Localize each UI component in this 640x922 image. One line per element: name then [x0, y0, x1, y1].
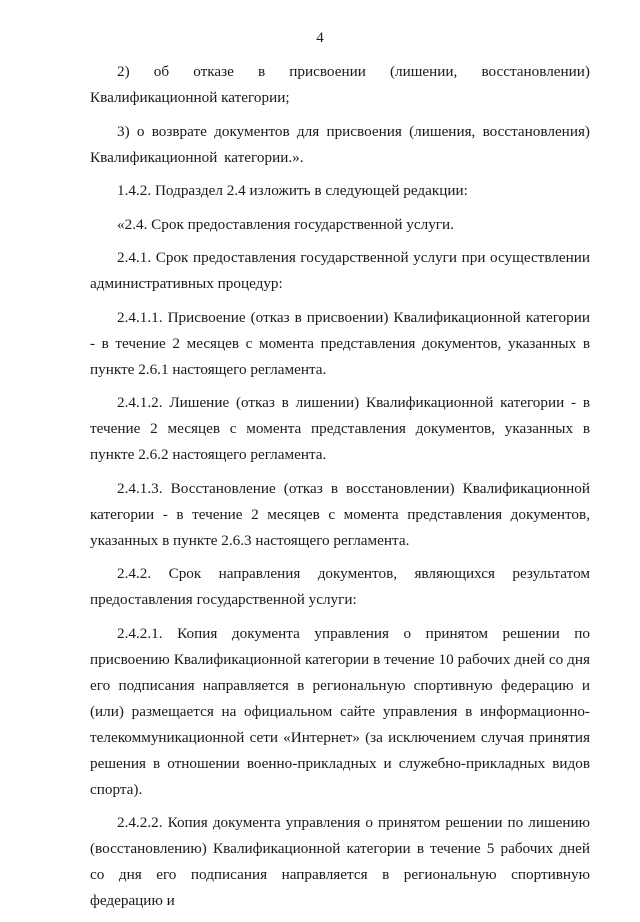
page-number: 4	[316, 30, 324, 46]
paragraph-2-4-2: 2.4.2. Срок направления документов, являющихся результатом предоставления государственной услуги:	[90, 565, 590, 608]
paragraph-2-4-2-2: 2.4.2.2. Копия документа управления о принятом решении по лишению (восстановлению) Квалификационной категории в течение 5 рабочих дней со дня его подписания направляется в региональную спортивную федерацию и	[90, 814, 590, 909]
paragraph-2-4-1-3: 2.4.1.3. Восстановление (отказ в восстановлении) Квалификационной категории - в течение 2 месяцев с момента представления документов, указанных в пункте 2.6.3 настоящего регламента.	[90, 479, 590, 549]
paragraph-return-documents: 3) о возврате документов для присвоения (лишения, восстановления) Квалификационной категории.».	[90, 122, 590, 166]
paragraph-2-4-1-1: 2.4.1.1. Присвоение (отказ в присвоении) Квалификационной категории - в течение 2 месяцев с момента представления документов, указанных в пункте 2.6.1 настоящего регламента.	[90, 308, 590, 378]
paragraph-2-4-1-2: 2.4.1.2. Лишение (отказ в лишении) Квалификационной категории - в течение 2 месяцев с момента представления документов, указанных в пункте 2.6.2 настоящего регламента.	[90, 394, 590, 463]
document-body	[90, 59, 590, 922]
paragraph-refusal-assignment: 2) об отказе в присвоении (лишении, восстановлении) Квалификационной категории;	[90, 63, 590, 106]
paragraph-2-4-2-1: 2.4.2.1. Копия документа управления о принятом решении по присвоению Квалификационной категории в течение 10 рабочих дней со дня его подписания направляется в региональную спортивную федерацию и (или) размещается на официальном сайте управления в информационно-телекоммуникационной сети «Интернет» (за исключением случая принятия решения в отношении военно-прикладных и служебно-прикладных видов спорта).	[90, 624, 590, 798]
paragraph-2-4-1: 2.4.1. Срок предоставления государственной услуги при осуществлении административных процедур:	[90, 249, 590, 292]
paragraph-heading-2-4: «2.4. Срок предоставления государственной услуги.	[117, 215, 454, 233]
paragraph-subsection-2-4: 1.4.2. Подраздел 2.4 изложить в следующей редакции:	[117, 182, 468, 199]
